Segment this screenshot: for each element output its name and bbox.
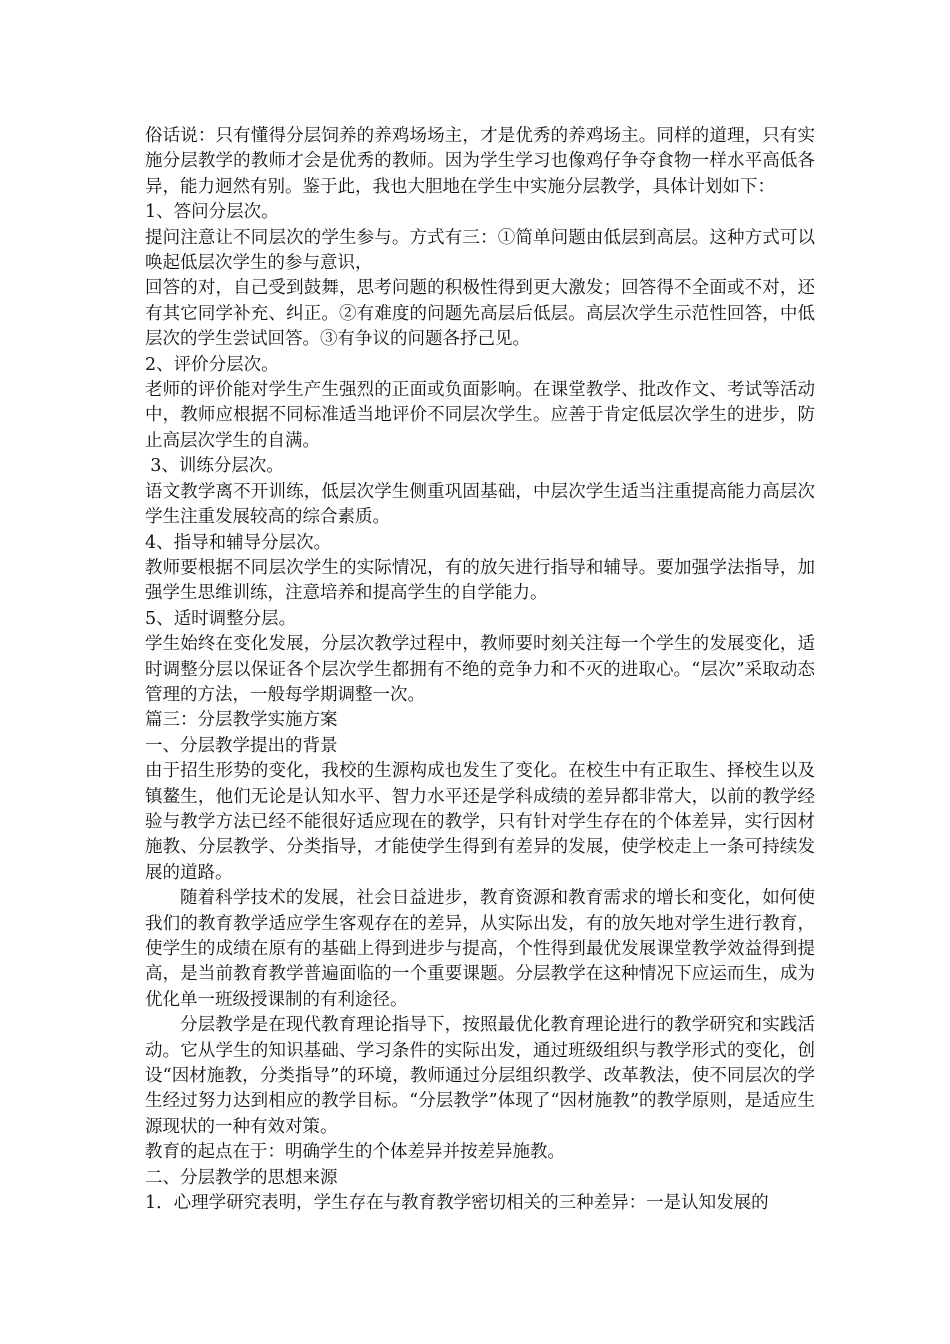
body-paragraph: 老师的评价能对学生产生强烈的正面或负面影响。在课堂教学、批改作文、考试等活动中，教师应根据不同标准适当地评价不同层次学生。应善于肯定低层次学生的进步，防止高层次学生的自满。 bbox=[145, 380, 815, 451]
section-heading-2: 2、评价分层次。 bbox=[145, 354, 279, 375]
body-paragraph: 分层教学是在现代教育理论指导下，按照最优化教育理论进行的教学研究和实践活动。它从学生的知识基础、学习条件的实际出发，通过班级组织与教学形式的变化，创设“因材施教，分类指导”的环境，教师通过分层组织教学、改革教法，使不同层次的学生经过努力达到相应的教学目标。“分层教学”体现了“因材施教”的教学原则，是适应生源现状的一种有效对策。 bbox=[145, 1015, 815, 1137]
body-paragraph: 回答的对，自己受到鼓舞，思考问题的积极性得到更大激发；回答得不全面或不对，还有其它同学补充、纠正。②有难度的问题先高层后低层。高层次学生示范性回答，中低层次的学生尝试回答。③有争议的问题各抒己见。 bbox=[145, 278, 815, 350]
section-heading-4: 4、指导和辅导分层次。 bbox=[145, 532, 332, 553]
document-body bbox=[145, 124, 815, 1216]
chapter-title: 篇三：分层教学实施方案 bbox=[145, 710, 338, 731]
body-paragraph: 由于招生形势的变化，我校的生源构成也发生了变化。在校生中有正取生、择校生以及镇鳌生，他们无论是认知水平、智力水平还是学科成绩的差异都非常大，以前的教学经验与教学方法已经不能很好适应现在的教学，只有针对学生存在的个体差异，实行因材施教、分层教学、分类指导，才能使学生得到有差异的发展，使学校走上一条可持续发展的道路。 bbox=[145, 761, 815, 883]
body-paragraph: 学生始终在变化发展，分层次教学过程中，教师要时刻关注每一个学生的发展变化，适时调整分层以保证各个层次学生都拥有不绝的竞争力和不灭的进取心。“层次”采取动态管理的方法，一般每学期调整一次。 bbox=[145, 634, 815, 705]
intro-paragraph: 俗话说：只有懂得分层饲养的养鸡场场主，才是优秀的养鸡场主。同样的道理，只有实施分层教学的教师才会是优秀的教师。因为学生学习也像鸡仔争夺食物一样水平高低各异，能力迥然有别。鉴于此，我也大胆地在学生中实施分层教学，具体计划如下： bbox=[145, 126, 815, 197]
section-heading-3: 3、训练分层次。 bbox=[150, 456, 284, 477]
part-heading-2: 二、分层教学的思想来源 bbox=[145, 1167, 338, 1188]
body-paragraph: 提问注意让不同层次的学生参与。方式有三：①简单问题由低层到高层。这种方式可以唤起低层次学生的参与意识， bbox=[145, 227, 815, 274]
body-paragraph: 教师要根据不同层次学生的实际情况，有的放矢进行指导和辅导。要加强学法指导，加强学生思维训练，注意培养和提高学生的自学能力。 bbox=[145, 557, 815, 604]
section-heading-5: 5、适时调整分层。 bbox=[145, 608, 297, 629]
part-heading-1: 一、分层教学提出的背景 bbox=[145, 735, 338, 756]
body-paragraph: 教育的起点在于：明确学生的个体差异并按差异施教。 bbox=[145, 1142, 565, 1163]
body-paragraph: 语文教学离不开训练，低层次学生侧重巩固基础，中层次学生适当注重提高能力高层次学生注重发展较高的综合素质。 bbox=[145, 481, 815, 528]
body-paragraph: 随着科学技术的发展，社会日益进步，教育资源和教育需求的增长和变化，如何使我们的教育教学适应学生客观存在的差异，从实际出发，有的放矢地对学生进行教育，使学生的成绩在原有的基础上得到进步与提高，个性得到最优发展课堂教学效益得到提高，是当前教育教学普遍面临的一个重要课题。分层教学在这种情况下应运而生，成为优化单一班级授课制的有利途径。 bbox=[145, 888, 815, 1010]
body-paragraph: 1．心理学研究表明，学生存在与教育教学密切相关的三种差异：一是认知发展的 bbox=[145, 1193, 769, 1214]
section-heading-1: 1、答问分层次。 bbox=[145, 202, 279, 223]
